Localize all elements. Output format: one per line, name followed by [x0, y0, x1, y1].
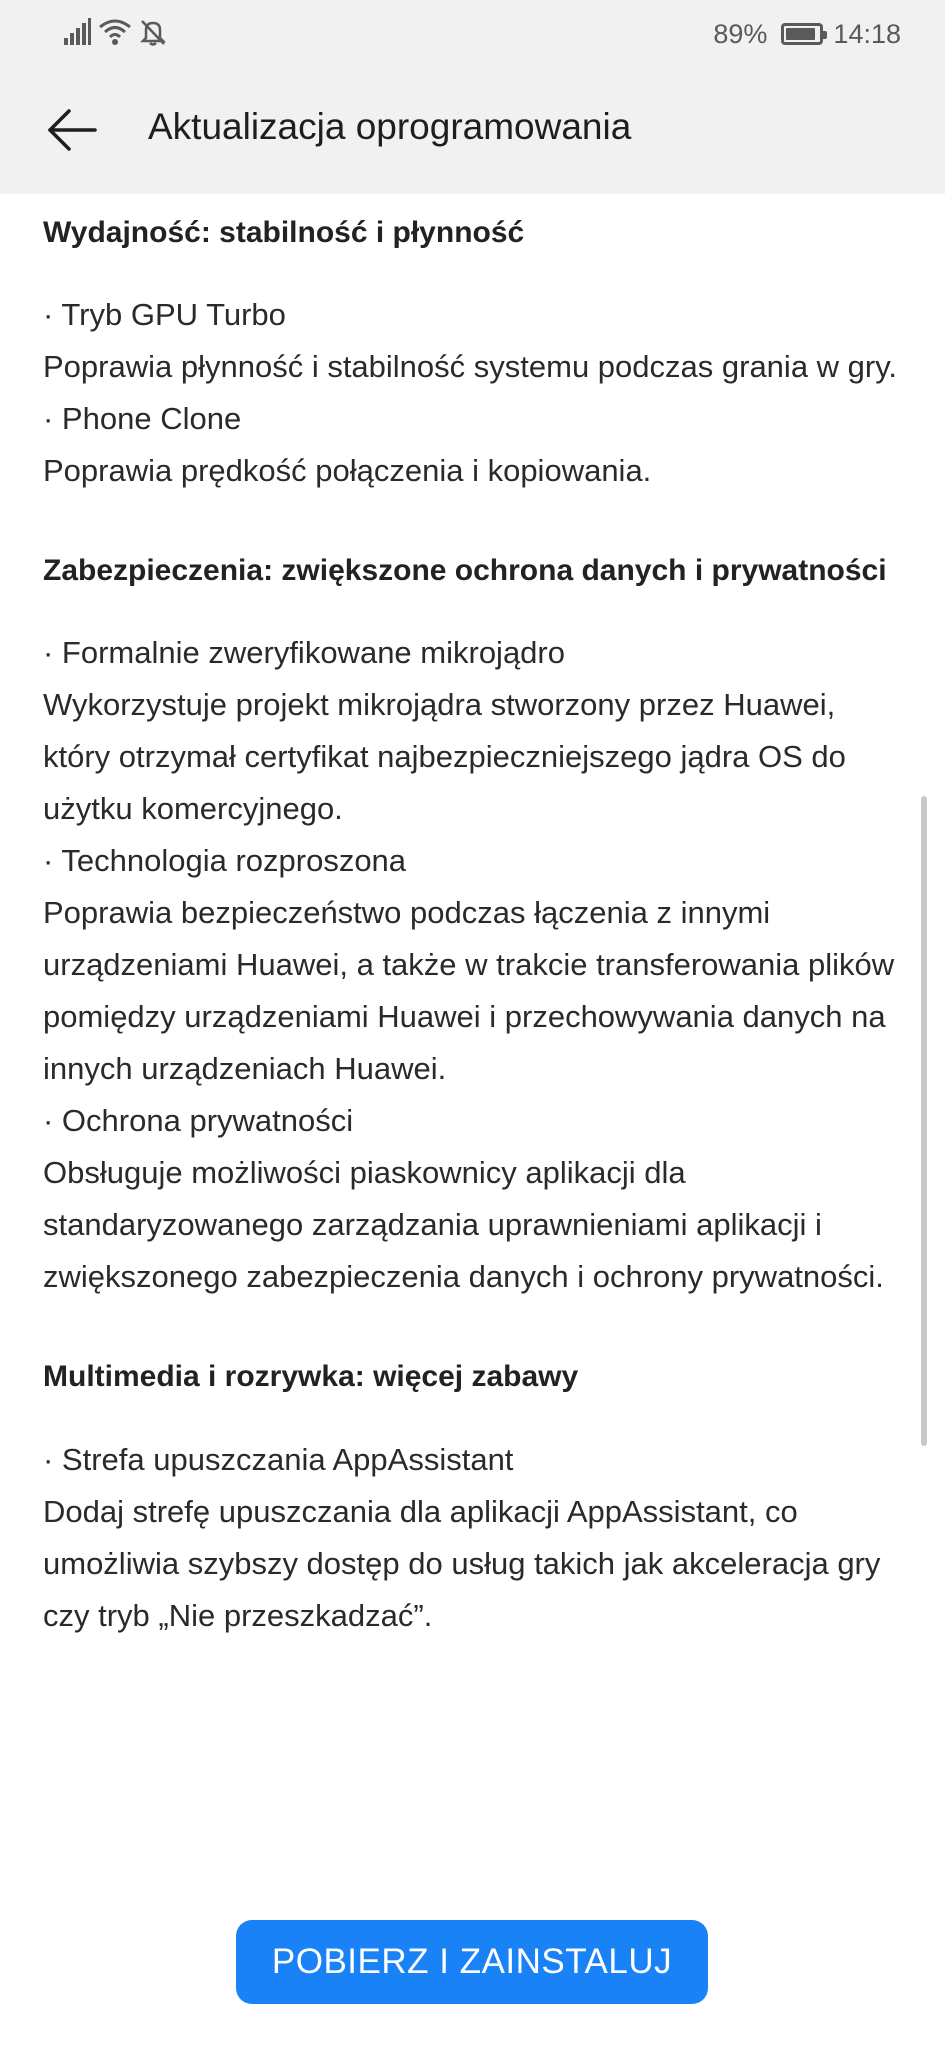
clock: 14:18: [833, 18, 901, 49]
back-arrow-icon: [46, 108, 98, 157]
feature-title: · Ochrona prywatności: [43, 1103, 354, 1138]
feature-title: · Strefa upuszczania AppAssistant: [43, 1442, 514, 1477]
feature-description: Obsługuje możliwości piaskownicy aplikacji dla standaryzowanego zarządzania uprawnieniami aplikacji i zwiększonego zabezpieczenia danych i ochrony prywatności.: [43, 1155, 884, 1294]
feature-list: [43, 1434, 905, 1642]
feature-description: Poprawia płynność i stabilność systemu podczas grania w gry.: [43, 349, 898, 384]
section-multimedia: [43, 1357, 905, 1642]
feature-description: Wykorzystuje projekt mikrojądra stworzony przez Huawei, który otrzymał certyfikat najbezpieczniejszego jądra OS do użytku komercyjnego.: [43, 687, 846, 826]
feature-title: · Formalnie zweryfikowane mikrojądro: [43, 635, 565, 670]
feature-list: [43, 627, 905, 1303]
bell-off-icon: [138, 17, 168, 52]
app-bar: [0, 68, 945, 194]
section-heading: Wydajność: stabilność i płynność: [43, 216, 525, 249]
download-install-button[interactable]: POBIERZ I ZAINSTALUJ: [236, 1920, 708, 2004]
feature-list: [43, 289, 905, 497]
battery-percent: 89%: [713, 18, 768, 49]
back-button[interactable]: [36, 96, 108, 168]
feature-description: Poprawia prędkość połączenia i kopiowania.: [43, 453, 652, 488]
status-icons-left: [62, 16, 168, 52]
signal-icon: [62, 17, 92, 52]
feature-title: · Tryb GPU Turbo: [43, 297, 286, 332]
changelog-content[interactable]: [43, 194, 905, 1642]
section-security: [43, 551, 905, 1303]
status-icons-right: [713, 14, 901, 54]
battery-level: [786, 28, 814, 40]
wifi-icon: [98, 17, 132, 52]
scrollbar[interactable]: [921, 796, 927, 1446]
section-heading: Multimedia i rozrywka: więcej zabawy: [43, 1360, 579, 1393]
section-performance: [43, 213, 905, 497]
feature-title: · Phone Clone: [43, 401, 242, 436]
section-heading: Zabezpieczenia: zwiększone ochrona danych i prywatności: [43, 554, 887, 587]
feature-description: Dodaj strefę upuszczania dla aplikacji AppAssistant, co umożliwia szybszy dostęp do usług takich jak akceleracja gry czy tryb „Nie przeszkadzać”.: [43, 1494, 881, 1633]
feature-description: Poprawia bezpieczeństwo podczas łączenia z innymi urządzeniami Huawei, a także w trakcie transferowania plików pomiędzy urządzeniami Huawei i przechowywania danych na innych urządzeniach Huawei.: [43, 895, 895, 1086]
feature-title: · Technologia rozproszona: [43, 843, 407, 878]
battery-icon: [781, 23, 823, 45]
battery-cap: [823, 31, 827, 39]
status-bar: [0, 0, 945, 68]
page-title: Aktualizacja oprogramowania: [148, 106, 632, 147]
